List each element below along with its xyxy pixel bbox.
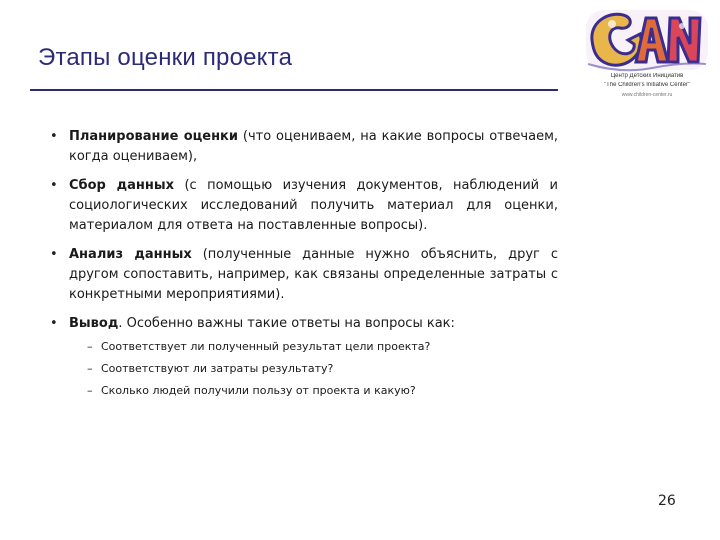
bullet-term: Анализ данных	[69, 247, 192, 262]
logo-caption-line3: www.children-center.ru	[621, 92, 673, 98]
bullet-separator	[192, 247, 203, 262]
bullet-text: (полученные данные нужно объяснить, друг с другом сопоставить, например, как связаны определенные затраты с конкретными мероприятиями).	[69, 247, 558, 302]
logo-caption-line2: "The Children's Initiative Center"	[603, 82, 691, 88]
sub-item	[69, 358, 558, 380]
bullet-marker: •	[50, 178, 58, 193]
graffiti-logo-icon	[582, 4, 712, 76]
bullet-marker: •	[50, 129, 58, 144]
bullet-term: Вывод	[69, 316, 119, 331]
bullet-separator: .	[118, 316, 127, 331]
bullet-marker: •	[50, 247, 58, 262]
sub-item-text: Соответствуют ли затраты результату?	[101, 362, 334, 375]
bullet-term: Планирование оценки	[69, 129, 238, 144]
bullet-item	[50, 127, 558, 167]
bullet-item	[50, 314, 558, 402]
sub-list	[69, 336, 558, 402]
slide-content	[50, 127, 558, 411]
bullet-item	[50, 245, 558, 305]
bullet-text: (с помощью изучения документов, наблюдений и социологических исследований получить материал для оценки, материалом для ответа на поставленные вопросы).	[69, 178, 558, 233]
title-divider	[30, 89, 558, 91]
sub-item	[69, 336, 558, 358]
logo-graphic	[582, 4, 712, 76]
bullet-list	[50, 127, 558, 402]
sub-item	[69, 380, 558, 402]
logo-caption-line1: Центр Детских Инициатив	[610, 73, 684, 79]
page-number: 26	[658, 493, 676, 509]
dash-marker: –	[87, 362, 93, 375]
bullet-marker: •	[50, 316, 58, 331]
sub-item-text: Сколько людей получили пользу от проекта и какую?	[101, 384, 416, 397]
slide-title: Этапы оценки проекта	[38, 44, 293, 71]
bullet-text: (что оцениваем, на какие вопросы отвечаем, когда оцениваем),	[69, 129, 559, 164]
bullet-item	[50, 176, 558, 236]
dash-marker: –	[87, 340, 93, 353]
dash-marker: –	[87, 384, 93, 397]
bullet-text: Особенно важны такие ответы на вопросы как:	[126, 316, 455, 331]
bullet-term: Сбор данных	[69, 178, 175, 193]
sub-item-text: Соответствует ли полученный результат цели проекта?	[101, 340, 431, 353]
bullet-separator	[174, 178, 184, 193]
